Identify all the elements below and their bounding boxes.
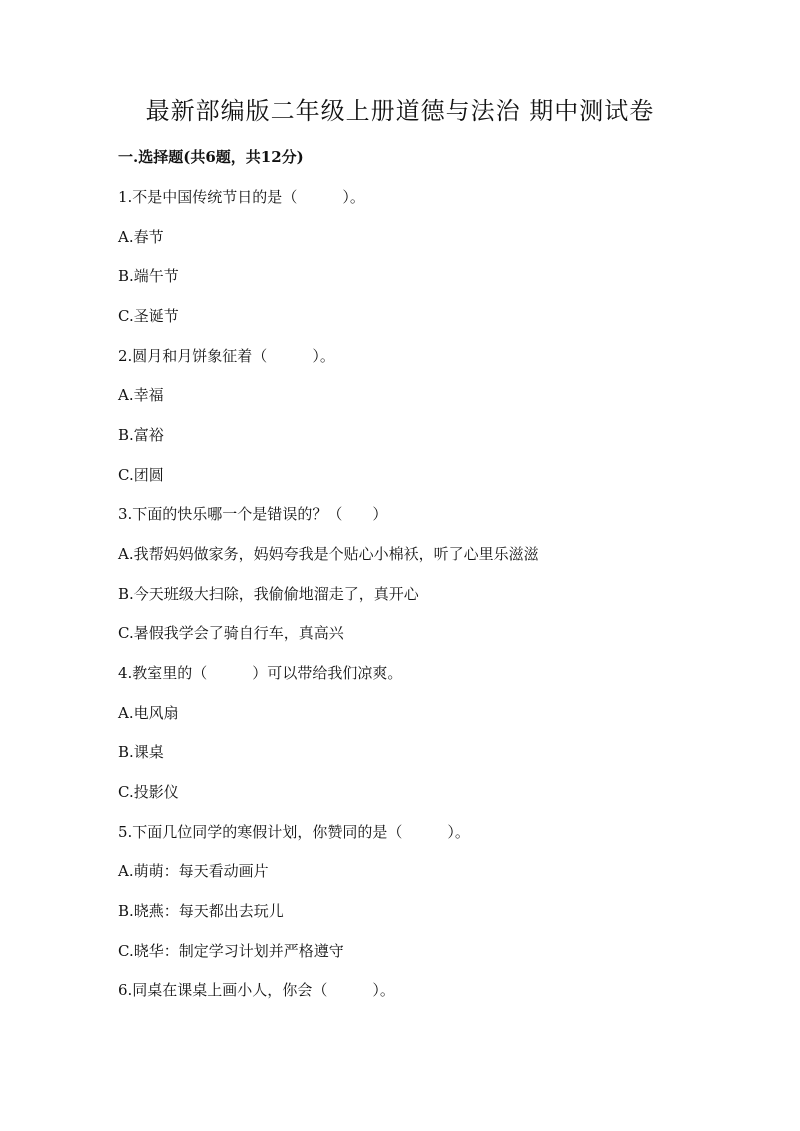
question-stem: 6.同桌在课桌上画小人，你会（ ）。 <box>118 981 395 999</box>
option-item: B.晓燕：每天都出去玩儿 <box>118 902 284 920</box>
question-stem: 1.不是中国传统节日的是（ ）。 <box>118 188 365 206</box>
option-item: A.萌萌：每天看动画片 <box>118 862 269 880</box>
question-stem: 5.下面几位同学的寒假计划，你赞同的是（ ）。 <box>118 823 470 841</box>
section-heading: 一.选择题(共6题，共12分) <box>118 148 304 166</box>
option-item: C.投影仪 <box>118 783 179 801</box>
option-item: B.端午节 <box>118 267 179 285</box>
option-item: C.暑假我学会了骑自行车，真高兴 <box>118 624 344 642</box>
option-item: A.我帮妈妈做家务，妈妈夸我是个贴心小棉袄，听了心里乐滋滋 <box>118 545 539 563</box>
option-item: B.今天班级大扫除，我偷偷地溜走了，真开心 <box>118 585 419 603</box>
option-item: A.电风扇 <box>118 704 179 722</box>
question-stem: 3.下面的快乐哪一个是错误的？（ ） <box>118 505 388 523</box>
option-item: C.团圆 <box>118 466 164 484</box>
option-item: B.富裕 <box>118 426 164 444</box>
question-stem: 2.圆月和月饼象征着（ ）。 <box>118 347 335 365</box>
option-item: A.春节 <box>118 228 164 246</box>
option-item: C.晓华：制定学习计划并严格遵守 <box>118 942 344 960</box>
option-item: A.幸福 <box>118 386 164 404</box>
question-stem: 4.教室里的（ ）可以带给我们凉爽。 <box>118 664 403 682</box>
option-item: C.圣诞节 <box>118 307 179 325</box>
page-title: 最新部编版二年级上册道德与法治 期中测试卷 <box>145 97 655 125</box>
option-item: B.课桌 <box>118 743 164 761</box>
